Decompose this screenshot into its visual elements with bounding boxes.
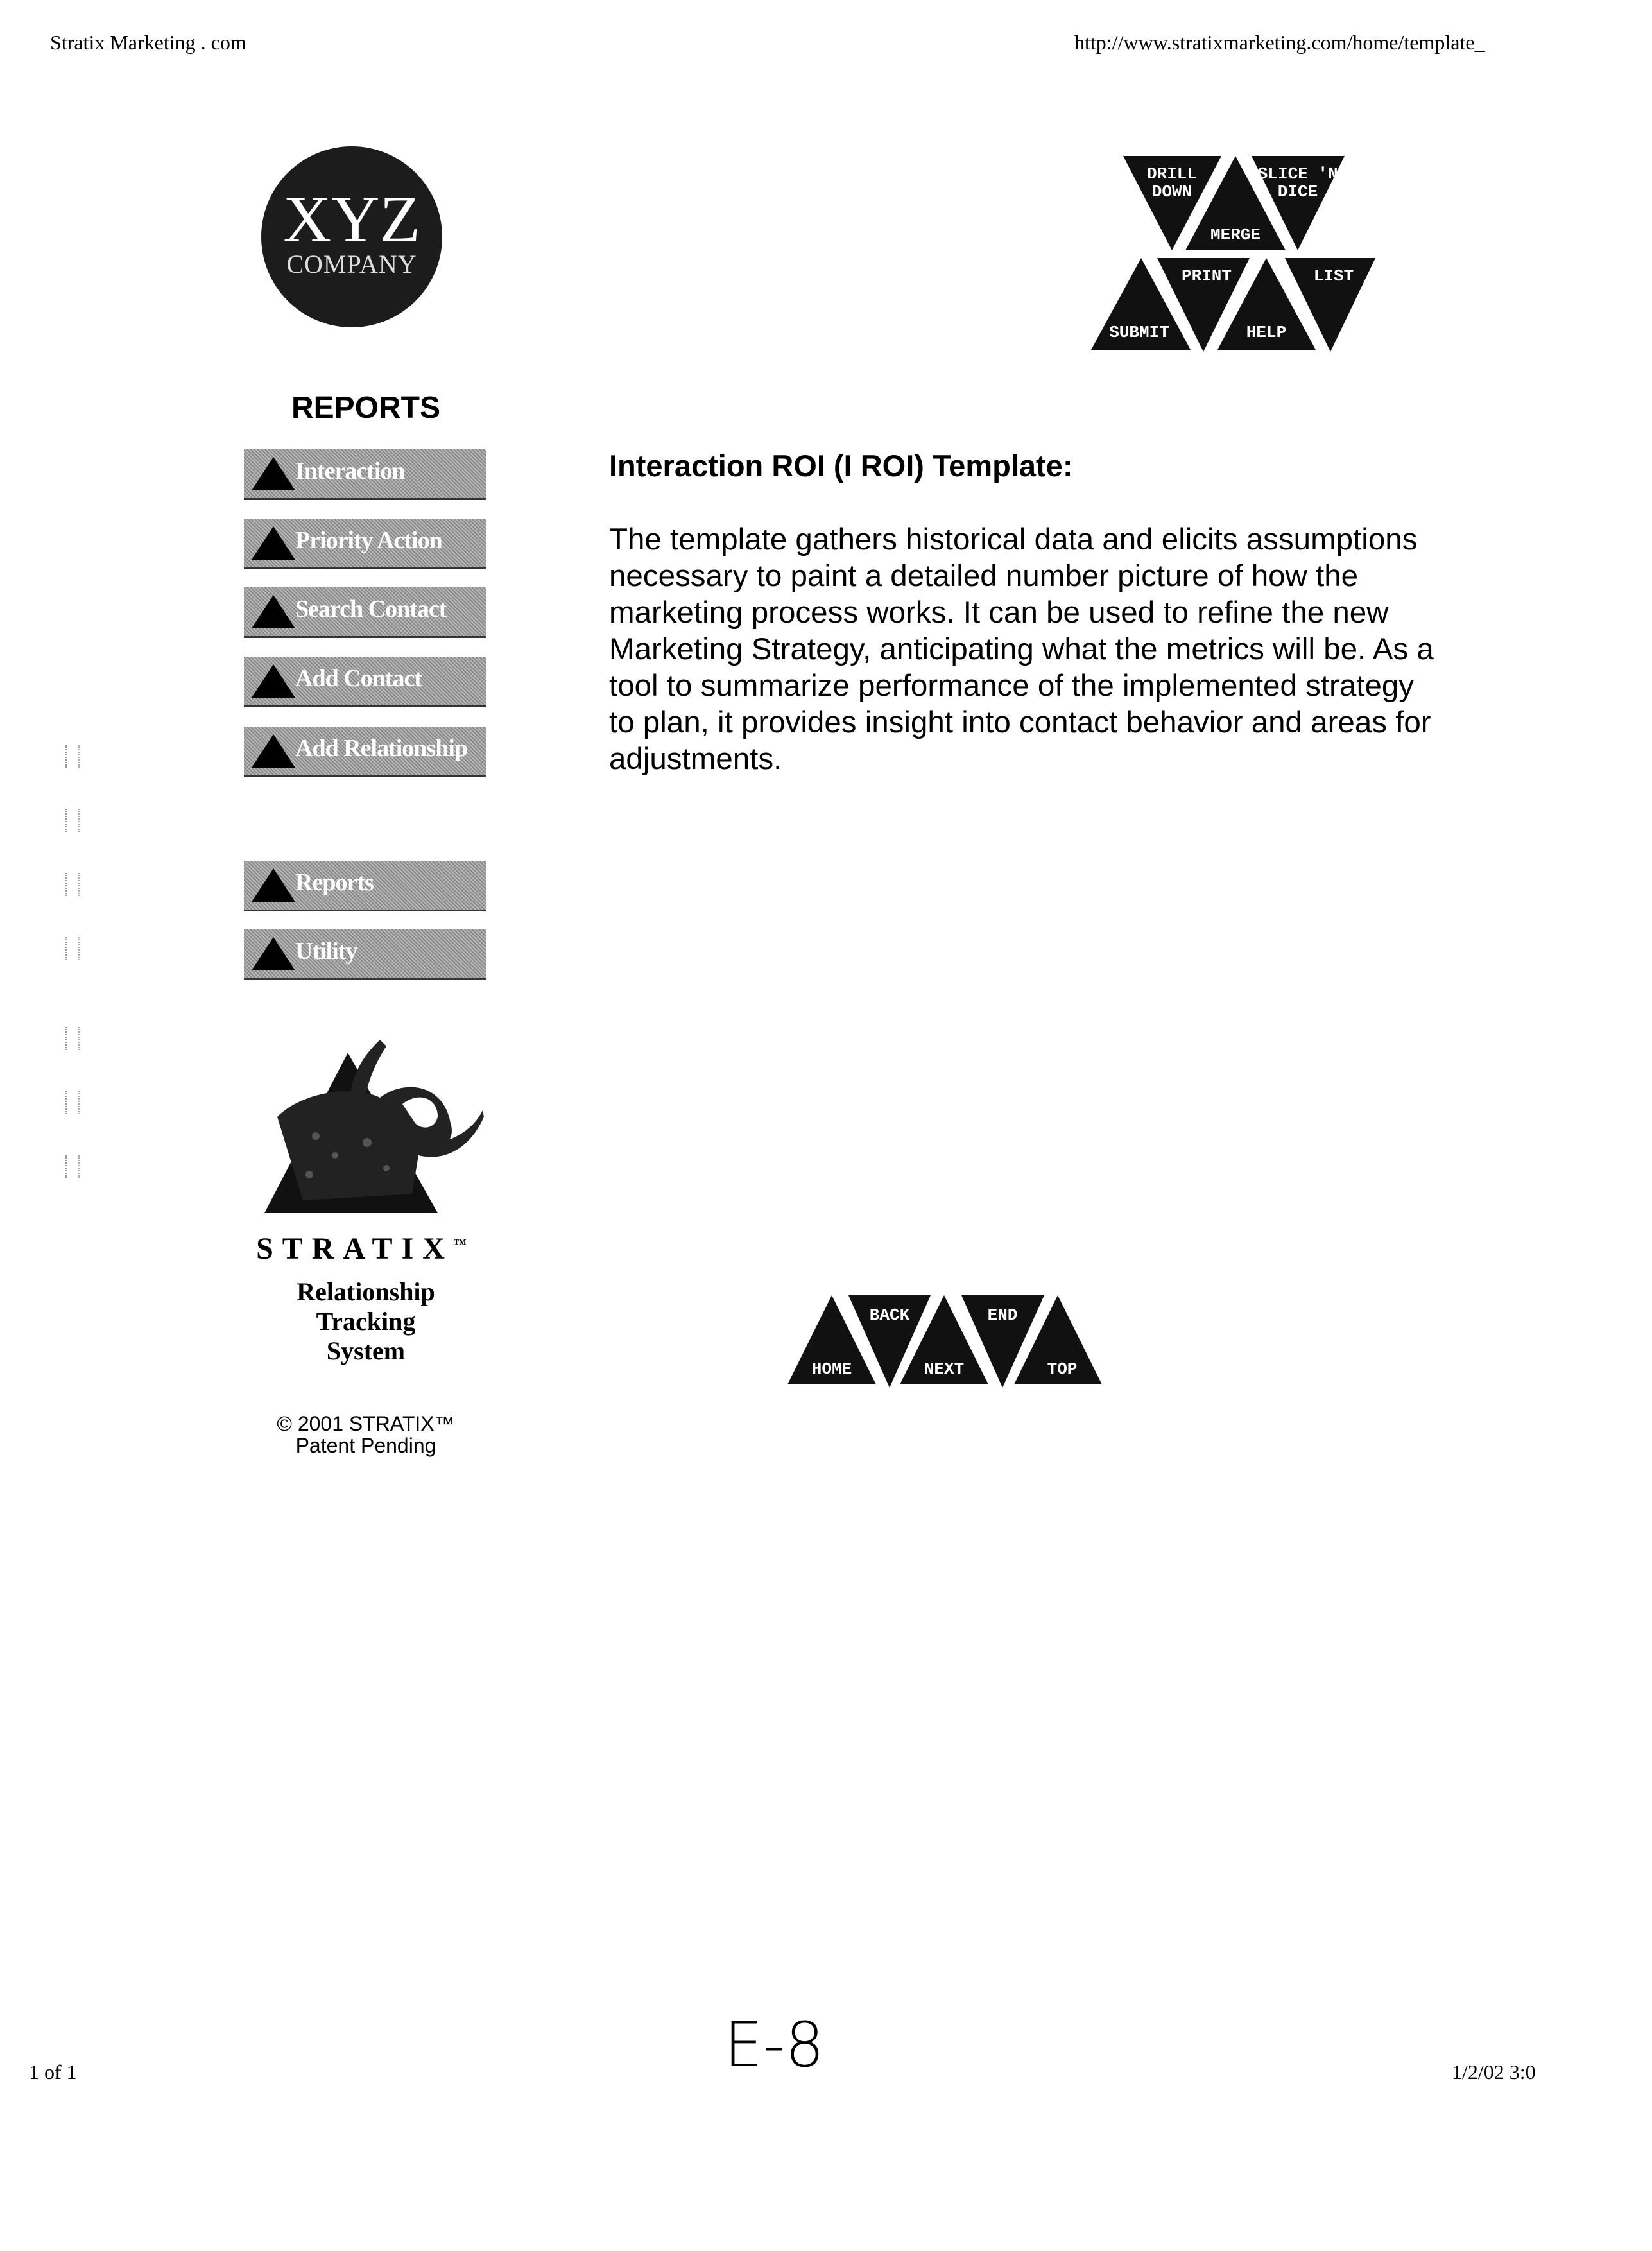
menu-label: Utility [295,937,357,965]
print-label: PRINT [1182,266,1232,286]
top-label: TOP [1047,1359,1078,1379]
sidebar-item-interaction[interactable] [244,449,486,500]
trademark: ™ [454,1237,476,1251]
scan-artifact [65,1027,80,1050]
page-url: http://www.stratixmarketing.com/home/template_ [1074,31,1485,55]
submit-label: SUBMIT [1109,323,1169,342]
page-heading: Interaction ROI (I ROI) Template: [609,448,1072,483]
company-logo[interactable] [261,146,442,327]
next-label: NEXT [924,1359,964,1379]
sidebar-item-add-contact[interactable] [244,657,486,707]
scan-artifact [65,873,80,896]
sidebar-item-search-contact[interactable] [244,587,486,638]
triangle-icon [252,937,295,970]
site-title: Stratix Marketing . com [50,31,246,55]
logo-line1: XYZ [261,186,442,253]
drill-label: DRILL [1147,164,1197,184]
dice-label: DICE [1278,182,1318,202]
triangle-icon [252,526,295,560]
sidebar-item-utility[interactable] [244,929,486,980]
menu-label: Reports [295,868,374,897]
back-label: BACK [870,1306,910,1325]
list-label: LIST [1314,266,1354,286]
scan-artifact [65,937,80,960]
help-label: HELP [1246,323,1286,342]
scan-artifact [65,1091,80,1114]
triangle-icon [252,868,295,902]
slice-label: SLICE 'N' [1258,164,1348,184]
copyright: © 2001 STRATIX™ [244,1412,488,1436]
scan-artifact [65,809,80,832]
tagline-line2: Tracking [244,1307,488,1336]
logo-line2: COMPANY [261,249,442,279]
sidebar-item-reports[interactable] [244,861,486,911]
end-label: END [988,1306,1018,1325]
elephant-logo-image [252,1027,489,1220]
triangle-icon [252,595,295,628]
tagline-line1: Relationship [244,1277,488,1307]
sidebar-item-priority-action[interactable] [244,519,486,569]
triangle-icon [252,457,295,490]
print-datetime: 1/2/02 3:0 [1452,2060,1536,2084]
down-label: DOWN [1152,182,1192,202]
menu-label: Search Contact [295,595,446,623]
menu-label: Add Contact [295,664,422,693]
menu-label: Interaction [295,457,405,485]
page-count: 1 of 1 [29,2060,77,2084]
description-paragraph: The template gathers historical data and elicits assumptions necessary to paint a detailed number picture of how the marketing process works. It can be used to refine the new Marketing Strategy, anticipating what the metrics will be. As a tool to summarize performance of the implemented strategy to plan, it provides insight into contact behavior and areas for adjustments. [609,521,1443,777]
sidebar-title: REPORTS [244,390,488,426]
triangle-navigation [0,0,1652,2251]
menu-label: Add Relationship [295,734,467,763]
stratix-wordmark [244,1231,488,1266]
patent-notice: Patent Pending [244,1434,488,1458]
brand-name: STRATIX [256,1232,454,1266]
scan-artifact [65,1155,80,1178]
menu-label: Priority Action [295,526,442,555]
triangle-icon [252,734,295,768]
scan-artifact [65,745,80,768]
tagline-line3: System [244,1336,488,1366]
sidebar-item-add-relationship[interactable] [244,727,486,777]
home-label: HOME [812,1359,852,1379]
merge-label: MERGE [1210,225,1261,245]
handwritten-exhibit-label: E-8 [724,2009,824,2081]
triangle-icon [252,664,295,698]
